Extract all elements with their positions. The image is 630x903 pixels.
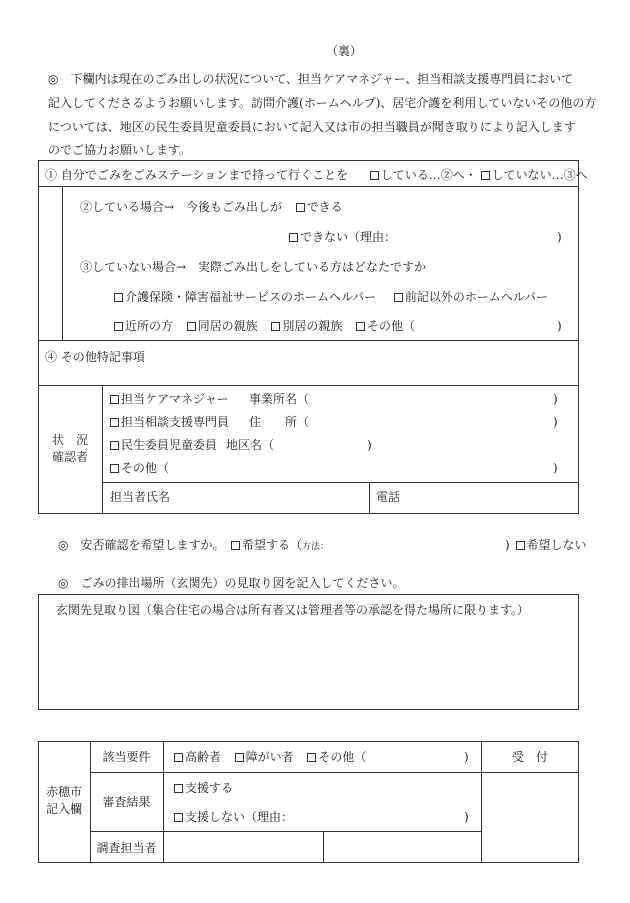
q3-other-helper-checkbox[interactable] [394, 293, 403, 302]
divider [323, 831, 324, 863]
q3-cohabiting-checkbox[interactable] [187, 322, 196, 331]
support-specialist-label: 担当相談支援専門員 [121, 415, 230, 429]
office-side-label [38, 784, 90, 818]
q2-close-paren: ) [557, 230, 562, 244]
divider [369, 482, 370, 514]
intro-line-1: ◎ 下欄内は現在のごみ出しの状況について、担当ケアマネジャー、担当相談支援専門員において [48, 72, 574, 86]
confirmer-row-support-specialist [110, 415, 229, 429]
safety-wish-label: 希望する（ [242, 538, 303, 552]
safety-no-wish-label: 希望しない [526, 538, 587, 552]
close-paren: ) [367, 438, 372, 452]
review-no-support-row [174, 810, 293, 824]
q2-cannot-row [289, 230, 396, 244]
confirmer-row-other [110, 461, 169, 475]
confirmer-label-line-1: 状 況 [51, 433, 88, 447]
requirement-options [174, 750, 366, 764]
office-name-field[interactable]: 事業所名（ [249, 392, 310, 406]
q3-care-helper-checkbox[interactable] [114, 293, 123, 302]
divider [102, 482, 579, 483]
support-checkbox[interactable] [174, 784, 183, 793]
q2-lead: ②している場合→ 今後もごみ出しが [80, 200, 283, 214]
safety-wish-checkbox[interactable] [231, 541, 240, 550]
address-field[interactable]: 住 所（ [249, 415, 310, 429]
staff-name-label: 担当者氏名 [110, 490, 171, 504]
q3-neighbor-label: 近所の方 [125, 319, 174, 333]
divider [90, 831, 481, 832]
q3-other-label: その他（ [367, 319, 416, 333]
review-support-row [174, 781, 233, 795]
no-support-checkbox[interactable] [174, 813, 183, 822]
q1-doing-checkbox[interactable] [370, 171, 379, 180]
q1-text [45, 168, 588, 182]
disabled-label: 障がい者 [245, 750, 294, 764]
q2-cannot-label: できない（理由： [300, 230, 397, 244]
divider [62, 186, 63, 340]
map-heading: ◎ ごみの排出場所（玄関先）の見取り図を記入してください。 [58, 576, 405, 590]
care-manager-label: 担当ケアマネジャー [121, 392, 229, 406]
investigator-label: 調査担当者 [96, 841, 157, 855]
q3-neighbor-checkbox[interactable] [114, 322, 123, 331]
close-paren: ) [553, 392, 558, 406]
safety-method-label: 方法： [302, 542, 330, 552]
map-box-note: 玄関先見取り図（集合住宅の場合は所有者又は管理者等の承認を得た場所に限ります。） [56, 603, 530, 617]
office-side-line-2: 記入欄 [45, 802, 82, 816]
intro-line-4: のでご協力お願いします。 [48, 143, 192, 157]
q3-options-row-1 [114, 290, 548, 304]
q1-doing-label: している…②へ・ [380, 168, 477, 182]
q3-other-checkbox[interactable] [356, 322, 365, 331]
q1-not-doing-checkbox[interactable] [481, 171, 490, 180]
safety-wish-row [231, 538, 329, 553]
confirmer-row-care-manager [110, 392, 229, 406]
close-paren: ) [505, 538, 510, 552]
other-requirement-label: その他（ [318, 750, 367, 764]
q2-cannot-checkbox[interactable] [289, 233, 298, 242]
care-manager-checkbox[interactable] [110, 395, 119, 404]
q3-close-paren: ) [557, 319, 562, 333]
close-paren: ) [553, 415, 558, 429]
q2-row [80, 200, 343, 214]
q3-separate-label: 別居の親族 [282, 319, 343, 333]
safety-no-wish-checkbox[interactable] [516, 541, 525, 550]
elderly-label: 高齢者 [185, 750, 222, 764]
q1-not-doing-label: していない…③へ [491, 168, 588, 182]
support-label: 支援する [185, 781, 234, 795]
intro-line-3: については、地区の民生委員児童委員において記入又は市の担当職員が聞き取りにより記入します [48, 120, 576, 134]
confirmer-label [38, 432, 102, 466]
divider [38, 340, 579, 341]
elderly-checkbox[interactable] [174, 753, 183, 762]
district-field[interactable]: 地区名（ [226, 438, 275, 452]
divider [38, 186, 579, 187]
q3-cohabiting-label: 同居の親族 [197, 319, 258, 333]
divider [163, 741, 164, 863]
commissioner-label: 民生委員児童委員 [121, 438, 218, 452]
phone-label: 電話 [376, 490, 401, 504]
other-confirmer-checkbox[interactable] [110, 464, 119, 473]
confirmer-label-line-2: 確認者 [51, 450, 88, 464]
support-specialist-checkbox[interactable] [110, 418, 119, 427]
q1-question: ① 自分でごみをごみステーションまで持って行くことを [45, 168, 349, 182]
office-side-line-1: 赤穂市 [45, 785, 82, 799]
page-side-label: （裏） [326, 44, 363, 58]
q3-other-helper-label: 前記以外のホームヘルパー [404, 290, 548, 304]
q3-separate-checkbox[interactable] [271, 322, 280, 331]
q4-label: ④ その他特記事項 [45, 350, 145, 364]
confirmer-row-commissioner [110, 438, 217, 452]
close-paren: ) [553, 461, 558, 475]
q3-options-row-2 [114, 319, 415, 333]
safety-no-wish-row [505, 538, 587, 552]
requirement-label: 該当要件 [102, 750, 151, 764]
divider [102, 386, 103, 514]
close-paren: ) [464, 750, 469, 764]
review-label: 審査結果 [102, 795, 151, 809]
commissioner-checkbox[interactable] [110, 441, 119, 450]
safety-question: ◎ 安否確認を希望しますか。 [58, 538, 225, 552]
q3-care-helper-label: 介護保険・障害福祉サービスのホームヘルパー [125, 290, 377, 304]
intro-line-2: 記入してくださるようお願いします。訪問介護(ホームヘルプ)、居宅介護を利用していないその他の方 [48, 96, 597, 110]
other-requirement-checkbox[interactable] [307, 753, 316, 762]
no-support-label: 支援しない（理由： [185, 810, 294, 824]
receipt-label: 受 付 [511, 750, 548, 764]
close-paren: ) [464, 810, 469, 824]
other-confirmer-label: その他（ [121, 461, 170, 475]
disabled-checkbox[interactable] [235, 753, 244, 762]
q2-can-checkbox[interactable] [296, 203, 305, 212]
q3-lead: ③していない場合→ 実際ごみ出しをしている方はどなたですか [80, 260, 427, 274]
divider [90, 772, 579, 773]
q2-can-label: できる [306, 200, 343, 214]
